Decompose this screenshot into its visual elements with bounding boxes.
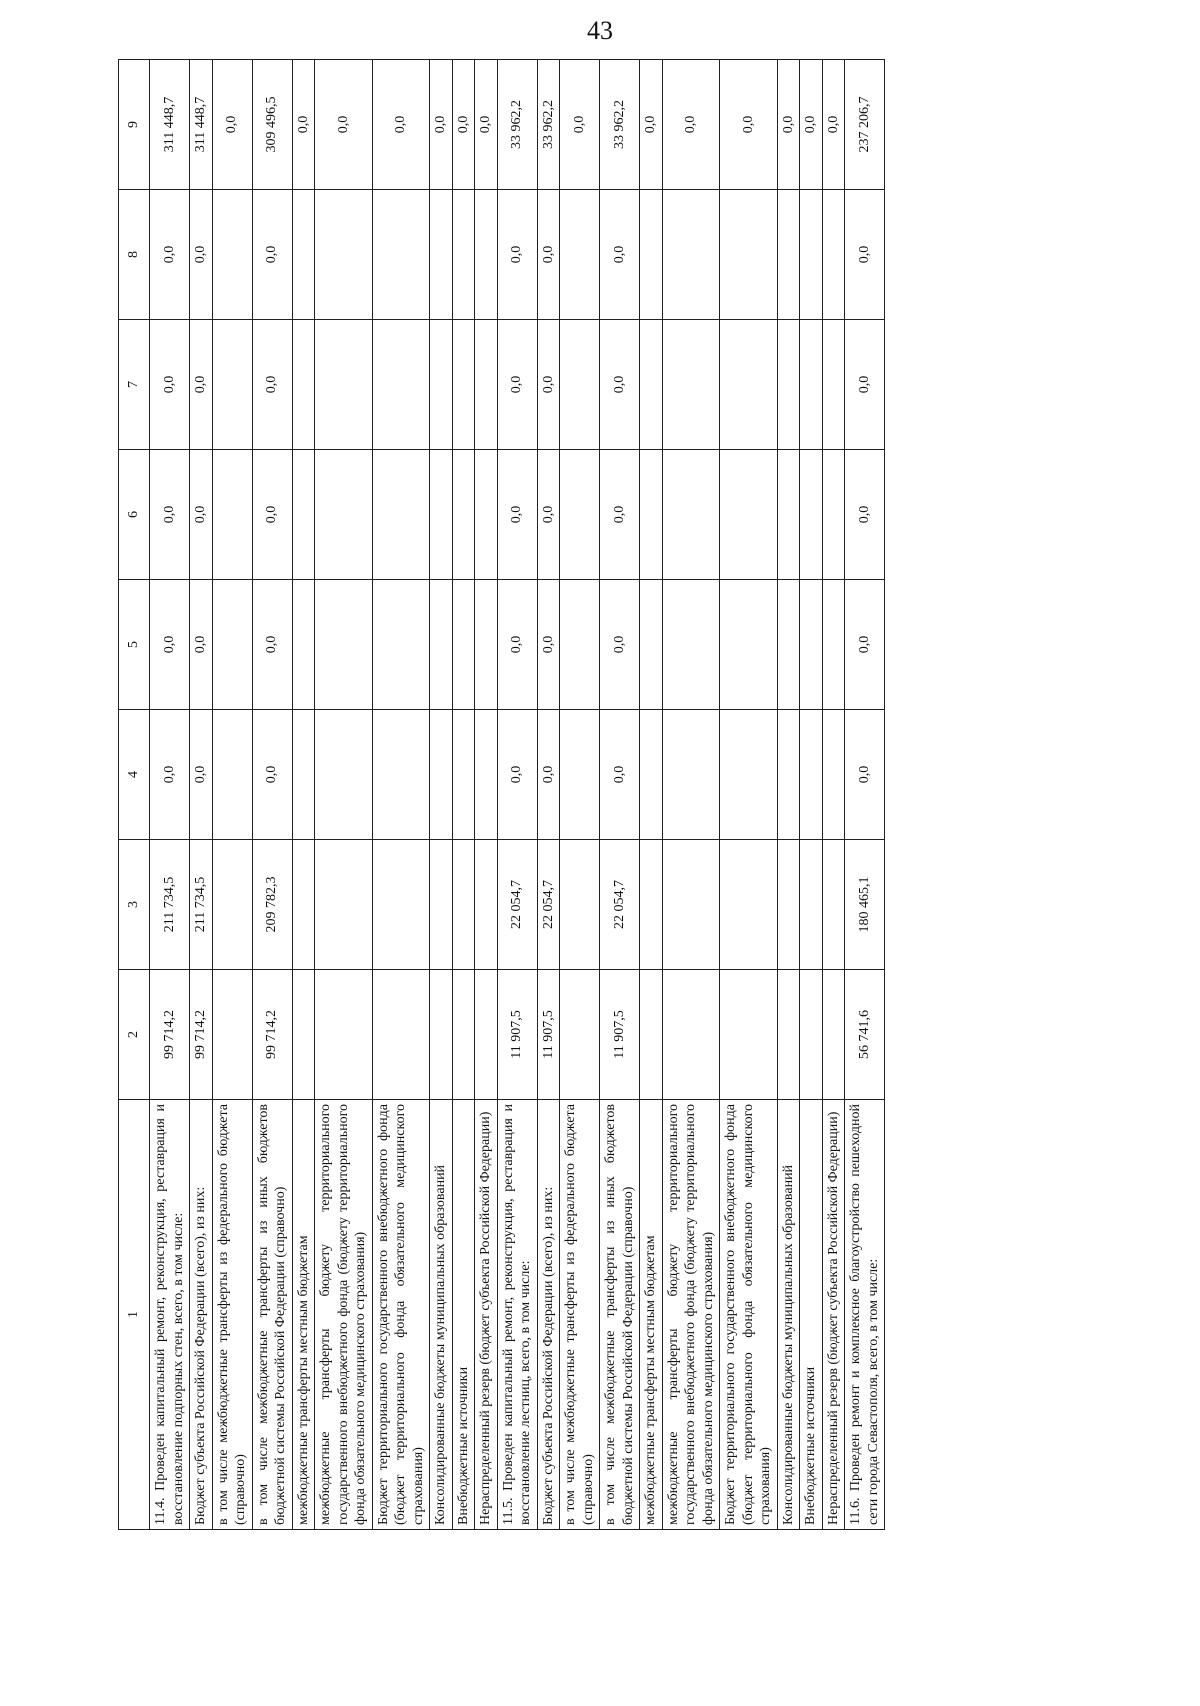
value-cell: 0,0 [212,60,252,190]
value-cell: 22 054,7 [600,840,640,970]
row-label: Внебюджетные источники [800,1100,823,1530]
value-cell [292,320,315,450]
value-cell: 0,0 [497,320,537,450]
value-cell [777,320,800,450]
table-row [212,60,252,1530]
value-cell [662,320,720,450]
value-cell [452,580,475,710]
value-cell: 22 054,7 [497,840,537,970]
value-cell [452,190,475,320]
value-cell [560,840,600,970]
value-cell: 0,0 [845,580,885,710]
value-cell [452,710,475,840]
value-cell [430,190,453,320]
value-cell: 0,0 [190,450,213,580]
value-cell: 0,0 [800,60,823,190]
value-cell: 0,0 [537,450,560,580]
value-cell: 0,0 [662,60,720,190]
value-cell [822,710,845,840]
value-cell [662,190,720,320]
value-cell: 99 714,2 [190,970,213,1100]
value-cell [822,970,845,1100]
value-cell [777,450,800,580]
value-cell [475,710,498,840]
table-row [190,60,213,1530]
row-label: межбюджетные трансферты местным бюджетам [292,1100,315,1530]
value-cell: 0,0 [777,60,800,190]
value-cell [430,580,453,710]
value-cell: 0,0 [252,710,292,840]
value-cell [822,840,845,970]
column-header: 2 [119,970,150,1100]
column-header: 8 [119,190,150,320]
value-cell [292,970,315,1100]
value-cell [212,450,252,580]
row-label: Бюджет территориального государственного внебюджетного фонда (бюджет территориального фонда обязательного медицинского страхования) [720,1100,778,1530]
value-cell [662,710,720,840]
table-row [640,60,663,1530]
value-cell [372,710,430,840]
value-cell: 0,0 [252,190,292,320]
table-row [537,60,560,1530]
value-cell [475,450,498,580]
value-cell [800,320,823,450]
value-cell [430,970,453,1100]
rotated-table-sheet [118,60,1118,1530]
table-row [560,60,600,1530]
row-label: Консолидированные бюджеты муниципальных образований [777,1100,800,1530]
value-cell [720,450,778,580]
value-cell [372,320,430,450]
value-cell: 0,0 [600,450,640,580]
value-cell [822,320,845,450]
table-row [252,60,292,1530]
value-cell: 0,0 [845,320,885,450]
value-cell: 0,0 [497,710,537,840]
column-header: 6 [119,450,150,580]
value-cell [640,970,663,1100]
value-cell [720,580,778,710]
value-cell: 311 448,7 [190,60,213,190]
value-cell [212,710,252,840]
value-cell [315,970,373,1100]
value-cell [212,190,252,320]
value-cell: 11 907,5 [537,970,560,1100]
value-cell [560,970,600,1100]
value-cell [452,450,475,580]
row-label: 11.4. Проведен капитальный ремонт, реконструкция, реставрация и восстановление подпорных стен, всего, в том числе: [150,1100,190,1530]
value-cell [800,190,823,320]
value-cell: 237 206,7 [845,60,885,190]
value-cell: 0,0 [475,60,498,190]
value-cell [720,320,778,450]
table-row [315,60,373,1530]
value-cell: 0,0 [537,710,560,840]
table-row [497,60,537,1530]
value-cell [452,840,475,970]
table-row [150,60,190,1530]
value-cell [800,970,823,1100]
value-cell [777,190,800,320]
table-row [800,60,823,1530]
table-row [777,60,800,1530]
row-label: в том числе межбюджетные трансферты из федерального бюджета (справочно) [212,1100,252,1530]
value-cell [662,450,720,580]
value-cell [560,580,600,710]
value-cell [475,320,498,450]
value-cell: 0,0 [537,320,560,450]
value-cell [292,580,315,710]
value-cell [292,190,315,320]
row-label: межбюджетные трансферты бюджету территориального государственного внебюджетного фонда (бюджету территориального фонда обязательного медицинского страхования) [315,1100,373,1530]
value-cell: 211 734,5 [190,840,213,970]
value-cell: 0,0 [150,190,190,320]
value-cell: 0,0 [600,320,640,450]
value-cell [315,710,373,840]
value-cell [720,970,778,1100]
row-label: Нераспределенный резерв (бюджет субъекта Российской Федерации) [475,1100,498,1530]
value-cell: 0,0 [372,60,430,190]
value-cell: 11 907,5 [600,970,640,1100]
value-cell: 99 714,2 [150,970,190,1100]
value-cell [475,580,498,710]
row-label: Нераспределенный резерв (бюджет субъекта Российской Федерации) [822,1100,845,1530]
value-cell: 0,0 [452,60,475,190]
column-header: 7 [119,320,150,450]
column-header: 5 [119,580,150,710]
value-cell: 0,0 [537,580,560,710]
value-cell: 0,0 [537,190,560,320]
value-cell [452,320,475,450]
value-cell [560,320,600,450]
value-cell [315,840,373,970]
value-cell: 0,0 [190,710,213,840]
row-label: в том числе межбюджетные трансферты из федерального бюджета (справочно) [560,1100,600,1530]
value-cell [720,710,778,840]
value-cell [315,580,373,710]
value-cell: 11 907,5 [497,970,537,1100]
row-label: Бюджет субъекта Российской Федерации (всего), из них: [190,1100,213,1530]
value-cell [822,190,845,320]
value-cell [372,450,430,580]
value-cell: 180 465,1 [845,840,885,970]
value-cell [212,840,252,970]
table-row [662,60,720,1530]
value-cell: 0,0 [640,60,663,190]
value-cell: 0,0 [150,450,190,580]
value-cell [430,320,453,450]
table-body [150,60,885,1530]
value-cell: 0,0 [497,580,537,710]
column-header: 4 [119,710,150,840]
value-cell [315,320,373,450]
value-cell [640,320,663,450]
value-cell [662,580,720,710]
value-cell [372,190,430,320]
value-cell: 0,0 [315,60,373,190]
value-cell [777,970,800,1100]
value-cell: 0,0 [190,320,213,450]
value-cell [640,840,663,970]
value-cell [212,580,252,710]
value-cell: 211 734,5 [150,840,190,970]
page-number: 43 [587,16,613,45]
value-cell: 99 714,2 [252,970,292,1100]
row-label: межбюджетные трансферты бюджету территориального государственного внебюджетного фонда (бюджету территориального фонда обязательного медицинского страхования) [662,1100,720,1530]
column-header: 9 [119,60,150,190]
value-cell: 0,0 [845,190,885,320]
table-row [430,60,453,1530]
value-cell: 0,0 [430,60,453,190]
value-cell [212,320,252,450]
value-cell: 0,0 [600,580,640,710]
value-cell [452,970,475,1100]
value-cell: 0,0 [720,60,778,190]
value-cell [800,580,823,710]
value-cell: 309 496,5 [252,60,292,190]
value-cell [640,710,663,840]
table-row [292,60,315,1530]
value-cell: 56 741,6 [845,970,885,1100]
value-cell [560,450,600,580]
value-cell [430,840,453,970]
column-header: 3 [119,840,150,970]
value-cell: 0,0 [497,190,537,320]
value-cell [475,840,498,970]
value-cell [475,190,498,320]
value-cell: 0,0 [190,580,213,710]
value-cell [800,710,823,840]
table-row [845,60,885,1530]
row-label: 11.6. Проведен ремонт и комплексное благоустройство пешеходной сети города Севастополя, всего, в том числе: [845,1100,885,1530]
budget-table [118,59,885,1530]
value-cell [372,970,430,1100]
value-cell: 0,0 [150,710,190,840]
value-cell: 311 448,7 [150,60,190,190]
value-cell [640,190,663,320]
value-cell: 22 054,7 [537,840,560,970]
value-cell [292,450,315,580]
value-cell [560,190,600,320]
value-cell: 0,0 [150,580,190,710]
table-row [475,60,498,1530]
value-cell: 0,0 [252,320,292,450]
value-cell: 209 782,3 [252,840,292,970]
table-row [452,60,475,1530]
value-cell: 0,0 [252,450,292,580]
value-cell: 33 962,2 [600,60,640,190]
value-cell [292,710,315,840]
value-cell: 33 962,2 [497,60,537,190]
value-cell: 0,0 [497,450,537,580]
table-row [600,60,640,1530]
value-cell: 0,0 [600,190,640,320]
value-cell [720,840,778,970]
value-cell: 33 962,2 [537,60,560,190]
value-cell [777,710,800,840]
value-cell [720,190,778,320]
value-cell [315,450,373,580]
row-label: в том числе межбюджетные трансферты из иных бюджетов бюджетной системы Российской Федерации (справочно) [600,1100,640,1530]
value-cell [372,580,430,710]
column-header: 1 [119,1100,150,1530]
value-cell: 0,0 [600,710,640,840]
value-cell: 0,0 [560,60,600,190]
table-header-row [119,60,150,1530]
value-cell: 0,0 [822,60,845,190]
row-label: 11.5. Проведен капитальный ремонт, реконструкция, реставрация и восстановление лестниц, всего, в том числе: [497,1100,537,1530]
value-cell [315,190,373,320]
value-cell [292,840,315,970]
value-cell [372,840,430,970]
table-row [720,60,778,1530]
value-cell [640,450,663,580]
row-label: Бюджет территориального государственного внебюджетного фонда (бюджет территориального фонда обязательного медицинского страхования) [372,1100,430,1530]
value-cell [800,840,823,970]
value-cell [822,580,845,710]
value-cell [777,840,800,970]
value-cell [560,710,600,840]
row-label: Консолидированные бюджеты муниципальных образований [430,1100,453,1530]
value-cell [212,970,252,1100]
value-cell: 0,0 [150,320,190,450]
value-cell [822,450,845,580]
value-cell: 0,0 [845,710,885,840]
value-cell: 0,0 [252,580,292,710]
value-cell [662,840,720,970]
value-cell: 0,0 [292,60,315,190]
row-label: в том числе межбюджетные трансферты из иных бюджетов бюджетной системы Российской Федерации (справочно) [252,1100,292,1530]
value-cell [475,970,498,1100]
row-label: межбюджетные трансферты местным бюджетам [640,1100,663,1530]
value-cell [800,450,823,580]
table-row [372,60,430,1530]
value-cell: 0,0 [190,190,213,320]
value-cell [777,580,800,710]
value-cell [430,710,453,840]
row-label: Бюджет субъекта Российской Федерации (всего), из них: [537,1100,560,1530]
row-label: Внебюджетные источники [452,1100,475,1530]
table-row [822,60,845,1530]
value-cell: 0,0 [845,450,885,580]
value-cell [640,580,663,710]
value-cell [662,970,720,1100]
value-cell [430,450,453,580]
